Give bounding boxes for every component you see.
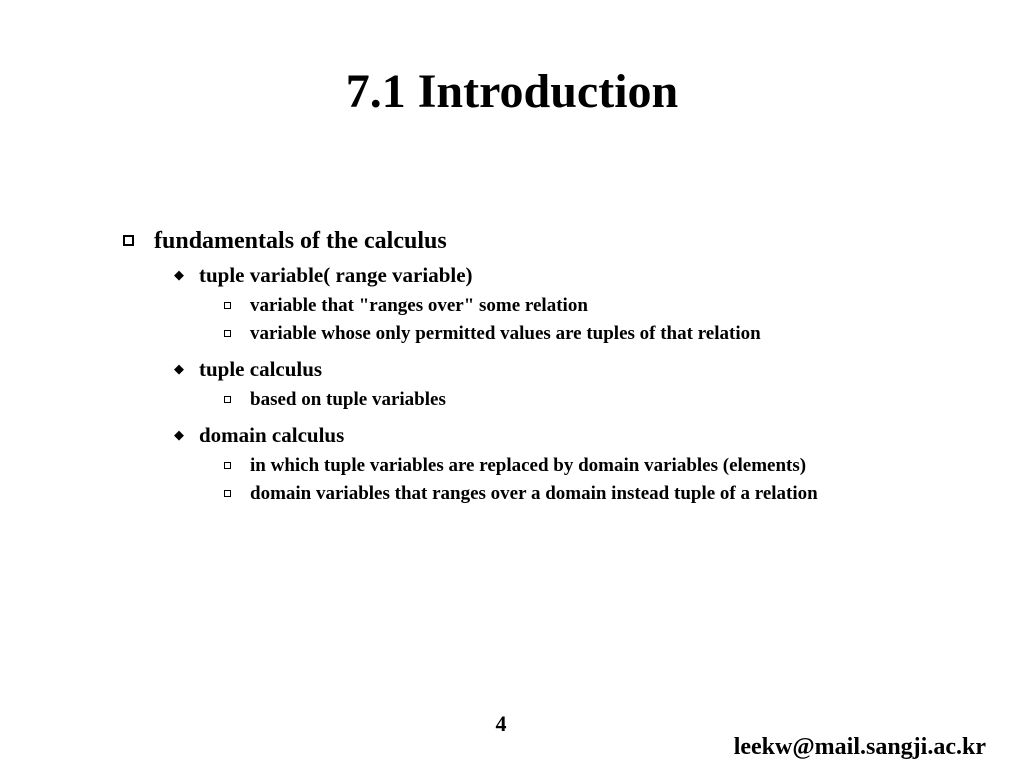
bullet-level3 [221,322,910,346]
bullet-text: domain calculus [199,423,345,447]
footer-email: leekw@mail.sangji.ac.kr [733,734,986,760]
small-square-bullet-icon [224,490,231,497]
bullet-text: domain variables that ranges over a domain instead tuple of a relation [250,483,818,504]
slide-content [120,224,910,506]
diamond-bullet-icon: ◆ [174,428,184,443]
bullet-level1 [120,224,910,258]
small-square-bullet-icon [224,396,231,403]
bullet-level3 [221,294,910,318]
bullet-text: tuple calculus [199,357,323,381]
bullet-level2 [170,354,910,384]
small-square-bullet-icon [224,302,231,309]
bullet-text: variable whose only permitted values are tuples of that relation [250,323,761,344]
bullet-level2 [170,260,910,290]
small-square-bullet-icon [224,330,231,337]
hollow-square-bullet-icon [123,235,134,246]
bullet-level3 [221,482,910,506]
bullet-level3 [221,388,910,412]
bullet-text: fundamentals of the calculus [154,228,447,254]
diamond-bullet-icon: ◆ [174,268,184,283]
diamond-bullet-icon: ◆ [174,362,184,377]
page-number: 4 [495,711,507,736]
bullet-level2 [170,420,910,450]
small-square-bullet-icon [224,462,231,469]
bullet-text: variable that "ranges over" some relation [250,295,588,316]
bullet-level3 [221,454,910,478]
bullet-text: tuple variable( range variable) [199,263,473,287]
bullet-text: based on tuple variables [250,389,446,410]
slide-title: 7.1 Introduction [345,65,679,118]
bullet-text: in which tuple variables are replaced by domain variables (elements) [250,455,807,476]
